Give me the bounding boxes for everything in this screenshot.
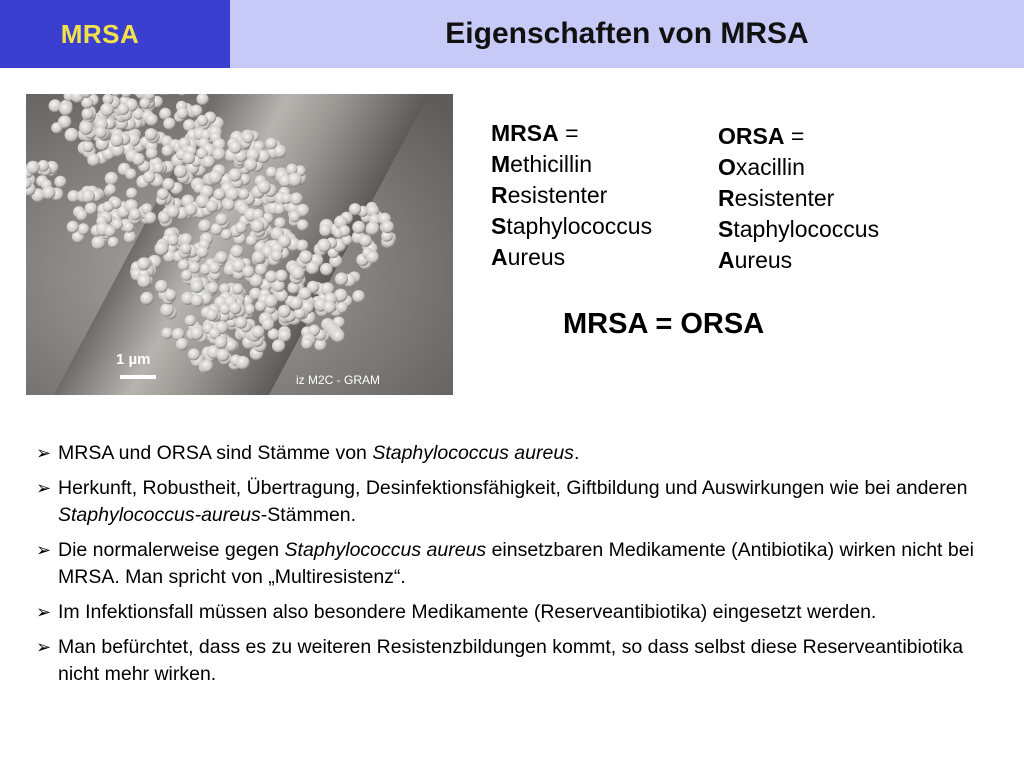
bacterium-cell bbox=[289, 296, 302, 309]
bacterium-cell bbox=[236, 356, 250, 370]
bacterium-cell bbox=[137, 257, 150, 270]
bacterium-cell bbox=[163, 118, 175, 130]
bacterium-cell bbox=[366, 222, 380, 236]
mrsa-equals: = bbox=[558, 120, 579, 146]
bacterium-cell bbox=[124, 231, 136, 243]
word-initial: A bbox=[491, 244, 508, 270]
bacterium-cell bbox=[191, 280, 204, 293]
bacterium-cell bbox=[252, 325, 265, 338]
word-initial: R bbox=[491, 182, 508, 208]
bacterium-cell bbox=[255, 300, 266, 311]
bacterium-cell bbox=[198, 219, 211, 232]
bacterium-cell bbox=[155, 242, 169, 256]
bacterium-cell bbox=[82, 141, 93, 152]
bacterium-cell bbox=[297, 219, 308, 230]
word-rest: esistenter bbox=[507, 182, 608, 208]
bacterium-cell bbox=[246, 235, 257, 246]
bacterium-cell bbox=[336, 302, 347, 313]
orsa-abbreviation: ORSA bbox=[718, 123, 785, 149]
orsa-word bbox=[718, 152, 879, 183]
bullet-text: Herkunft, Robustheit, Übertragung, Desinfektionsfähigkeit, Giftbildung und Auswirkungen wie bei anderen Staphylococcus-aureus-Stämmen. bbox=[58, 477, 968, 526]
bacterium-cell bbox=[178, 259, 189, 270]
bacterium-cell bbox=[59, 102, 72, 115]
mrsa-word bbox=[491, 211, 652, 242]
bacterium-cell bbox=[161, 328, 172, 339]
word-rest: ureus bbox=[734, 247, 793, 273]
bacterium-cell bbox=[100, 103, 114, 117]
bacterium-cell bbox=[319, 224, 331, 236]
mrsa-abbreviation: MRSA bbox=[491, 120, 559, 146]
orsa-equals: = bbox=[784, 123, 805, 149]
bacterium-cell bbox=[79, 121, 93, 135]
bacterium-cell bbox=[228, 168, 241, 181]
bacterium-cell bbox=[146, 147, 158, 159]
bacterium-cell bbox=[132, 153, 145, 166]
bacterium-cell bbox=[238, 189, 249, 200]
header-tag bbox=[0, 0, 230, 68]
bacterium-cell bbox=[255, 264, 267, 276]
bacterium-cell bbox=[332, 330, 345, 343]
bullet-text: Die normalerweise gegen Staphylococcus aureus einsetzbaren Medikamente (Antibiotika) wirken nicht bei MRSA. Man spricht von „Multiresistenz“. bbox=[58, 539, 974, 588]
word-rest: xacillin bbox=[735, 154, 805, 180]
bacterium-cell bbox=[140, 292, 153, 305]
bacterium-cell bbox=[177, 107, 189, 119]
bacterium-cell bbox=[95, 126, 107, 138]
header-tag-label: MRSA bbox=[60, 18, 140, 49]
bacterium-cell bbox=[81, 189, 95, 203]
bacterium-cell bbox=[244, 158, 257, 171]
arrow-bullet-icon: ➢ bbox=[36, 478, 52, 498]
bacterium-cell bbox=[229, 302, 241, 314]
micrograph-drawing bbox=[26, 94, 453, 395]
bacterium-cell bbox=[290, 192, 303, 205]
bacterium-cell bbox=[143, 171, 155, 183]
bacterium-cell bbox=[272, 339, 285, 352]
bacterium-cell bbox=[139, 98, 150, 109]
bacterium-cell bbox=[206, 200, 218, 212]
word-rest: taphylococcus bbox=[733, 216, 880, 242]
bacterium-cell bbox=[103, 201, 114, 212]
sem-micrograph bbox=[26, 94, 453, 395]
mrsa-word bbox=[491, 149, 652, 180]
mrsa-abbreviation-line bbox=[491, 118, 652, 149]
bacterium-cell bbox=[271, 250, 283, 262]
bacterium-cell bbox=[160, 303, 174, 317]
bacterium-cell bbox=[223, 199, 235, 211]
bacterium-cell bbox=[242, 132, 253, 143]
mrsa-word bbox=[491, 242, 652, 273]
word-initial: R bbox=[718, 185, 735, 211]
word-initial: S bbox=[491, 213, 507, 239]
bacterium-cell bbox=[185, 315, 196, 326]
arrow-bullet-icon: ➢ bbox=[36, 540, 52, 560]
bullet-list bbox=[36, 440, 1006, 696]
bacterium-cell bbox=[335, 272, 348, 285]
bullet-text: Im Infektionsfall müssen also besondere Medikamente (Reserveantibiotika) eingesetzt werden. bbox=[58, 601, 877, 623]
bacterium-cell bbox=[278, 305, 291, 318]
bacterium-cell bbox=[291, 266, 305, 280]
bacterium-cell bbox=[188, 348, 200, 360]
bacterium-cell bbox=[251, 219, 264, 232]
bacterium-cell bbox=[366, 251, 379, 264]
bullet-text: Man befürchtet, dass es zu weiteren Resistenzbildungen kommt, so dass selbst diese Reserveantibiotika nicht mehr wirken. bbox=[58, 636, 964, 685]
bacterium-cell bbox=[129, 208, 141, 220]
equivalence-statement: MRSA = ORSA bbox=[563, 308, 765, 340]
bacterium-cell bbox=[189, 262, 201, 274]
bacterium-cell bbox=[214, 188, 226, 200]
bacterium-cell bbox=[76, 210, 87, 221]
bacterium-cell bbox=[252, 251, 265, 264]
bacterium-cell bbox=[167, 234, 179, 246]
list-item bbox=[36, 599, 1006, 626]
slide-header bbox=[0, 0, 1024, 68]
bacterium-cell bbox=[359, 234, 371, 246]
bacterium-cell bbox=[215, 251, 228, 264]
arrow-bullet-icon: ➢ bbox=[36, 443, 52, 463]
bacterium-cell bbox=[54, 176, 66, 188]
bacterium-cell bbox=[146, 114, 158, 126]
bacterium-cell bbox=[232, 283, 243, 294]
bacterium-cell bbox=[162, 145, 174, 157]
mrsa-word bbox=[491, 180, 652, 211]
word-initial: M bbox=[491, 151, 511, 177]
bacterium-cell bbox=[226, 188, 240, 202]
bacterium-cell bbox=[257, 180, 271, 194]
bacterium-cell bbox=[230, 245, 243, 258]
bacterium-cell bbox=[105, 172, 118, 185]
bacterium-cell bbox=[191, 294, 204, 307]
bacterium-cell bbox=[235, 316, 247, 328]
list-item bbox=[36, 634, 1006, 688]
bacterium-cell bbox=[125, 169, 136, 180]
bacterium-cell bbox=[229, 141, 242, 154]
scale-bar-label: 1 µm bbox=[116, 351, 151, 368]
bacterium-cell bbox=[209, 262, 220, 273]
bacterium-cell bbox=[352, 290, 365, 303]
bacterium-cell bbox=[180, 243, 191, 254]
bacterium-cell bbox=[153, 162, 164, 173]
bacterium-cell bbox=[196, 246, 208, 258]
bacterium-cell bbox=[176, 338, 188, 350]
bacterium-cell bbox=[208, 170, 222, 184]
arrow-bullet-icon: ➢ bbox=[36, 637, 52, 657]
bacterium-cell bbox=[299, 250, 312, 263]
bacterium-cell bbox=[51, 122, 62, 133]
bacterium-cell bbox=[339, 225, 351, 237]
bacterium-cell bbox=[323, 301, 335, 313]
bacterium-cell bbox=[216, 213, 228, 225]
bacterium-cell bbox=[67, 221, 79, 233]
word-rest: taphylococcus bbox=[506, 213, 653, 239]
bacterium-cell bbox=[221, 229, 232, 240]
list-item bbox=[36, 475, 1006, 529]
word-rest: esistenter bbox=[734, 185, 835, 211]
bacterium-cell bbox=[349, 203, 361, 215]
bacterium-cell bbox=[289, 211, 300, 222]
bacterium-cell bbox=[202, 155, 215, 168]
bacterium-cell bbox=[92, 236, 106, 250]
bacterium-cell bbox=[190, 327, 203, 340]
bacterium-cell bbox=[137, 274, 151, 288]
mrsa-definition bbox=[491, 118, 652, 273]
bacterium-cell bbox=[157, 188, 169, 200]
bacterium-cell bbox=[275, 270, 287, 282]
bacterium-cell bbox=[155, 280, 168, 293]
bacterium-cell bbox=[381, 221, 394, 234]
orsa-word bbox=[718, 183, 879, 214]
bacterium-cell bbox=[145, 128, 157, 140]
word-initial: S bbox=[718, 216, 734, 242]
orsa-word bbox=[718, 214, 879, 245]
bacterium-cell bbox=[82, 108, 94, 120]
bacterium-cell bbox=[110, 133, 123, 146]
bacterium-cell bbox=[42, 186, 55, 199]
word-rest: ethicillin bbox=[510, 151, 592, 177]
bacterium-cell bbox=[207, 282, 219, 294]
word-initial: A bbox=[718, 247, 735, 273]
header-title-bar bbox=[230, 0, 1024, 68]
bacterium-cell bbox=[206, 309, 218, 321]
bacterium-cell bbox=[242, 266, 254, 278]
bacterium-cell bbox=[117, 104, 129, 116]
bacterium-cell bbox=[26, 161, 39, 174]
bacterium-cell bbox=[144, 212, 156, 224]
bacterium-cell bbox=[274, 203, 285, 214]
word-initial: O bbox=[718, 154, 736, 180]
bacterium-cell bbox=[288, 173, 302, 187]
bacterium-cell bbox=[184, 203, 197, 216]
slide-title: Eigenschaften von MRSA bbox=[445, 17, 809, 50]
bacterium-cell bbox=[296, 240, 308, 252]
bacterium-cell bbox=[65, 128, 79, 142]
bacterium-cell bbox=[352, 221, 365, 234]
bacterium-cell bbox=[216, 349, 229, 362]
orsa-word bbox=[718, 245, 879, 276]
bullet-text: MRSA und ORSA sind Stämme von Staphylococcus aureus. bbox=[58, 442, 580, 464]
bacterium-cell bbox=[197, 115, 208, 126]
bacterium-cell bbox=[306, 261, 319, 274]
word-rest: ureus bbox=[507, 244, 566, 270]
bacterium-cell bbox=[219, 303, 230, 314]
bacterium-cell bbox=[215, 336, 228, 349]
bacterium-cell bbox=[182, 152, 195, 165]
image-credit: iz M2C - GRAM bbox=[296, 373, 380, 387]
bacterium-cell bbox=[104, 225, 116, 237]
bacterium-cell bbox=[235, 222, 247, 234]
list-item bbox=[36, 440, 1006, 467]
bacterium-cell bbox=[126, 188, 137, 199]
bacterium-cell bbox=[201, 360, 214, 373]
bacterium-cell bbox=[164, 289, 176, 301]
arrow-bullet-icon: ➢ bbox=[36, 602, 52, 622]
bacterium-cell bbox=[105, 184, 116, 195]
bacterium-cell bbox=[301, 338, 313, 350]
bacterium-cell bbox=[244, 304, 255, 315]
bacterium-cell bbox=[274, 217, 285, 228]
orsa-definition bbox=[718, 121, 879, 276]
bacterium-cell bbox=[317, 239, 331, 253]
bacterium-cell bbox=[265, 138, 277, 150]
bacterium-cell bbox=[78, 223, 90, 235]
list-item bbox=[36, 537, 1006, 591]
bacterium-cell bbox=[108, 237, 119, 248]
bacterium-cell bbox=[174, 165, 187, 178]
bacterium-cell bbox=[87, 154, 100, 167]
bacterium-cell bbox=[213, 148, 226, 161]
bacterium-cell bbox=[166, 205, 179, 218]
orsa-abbreviation-line bbox=[718, 121, 879, 152]
bacterium-cell bbox=[190, 105, 202, 117]
